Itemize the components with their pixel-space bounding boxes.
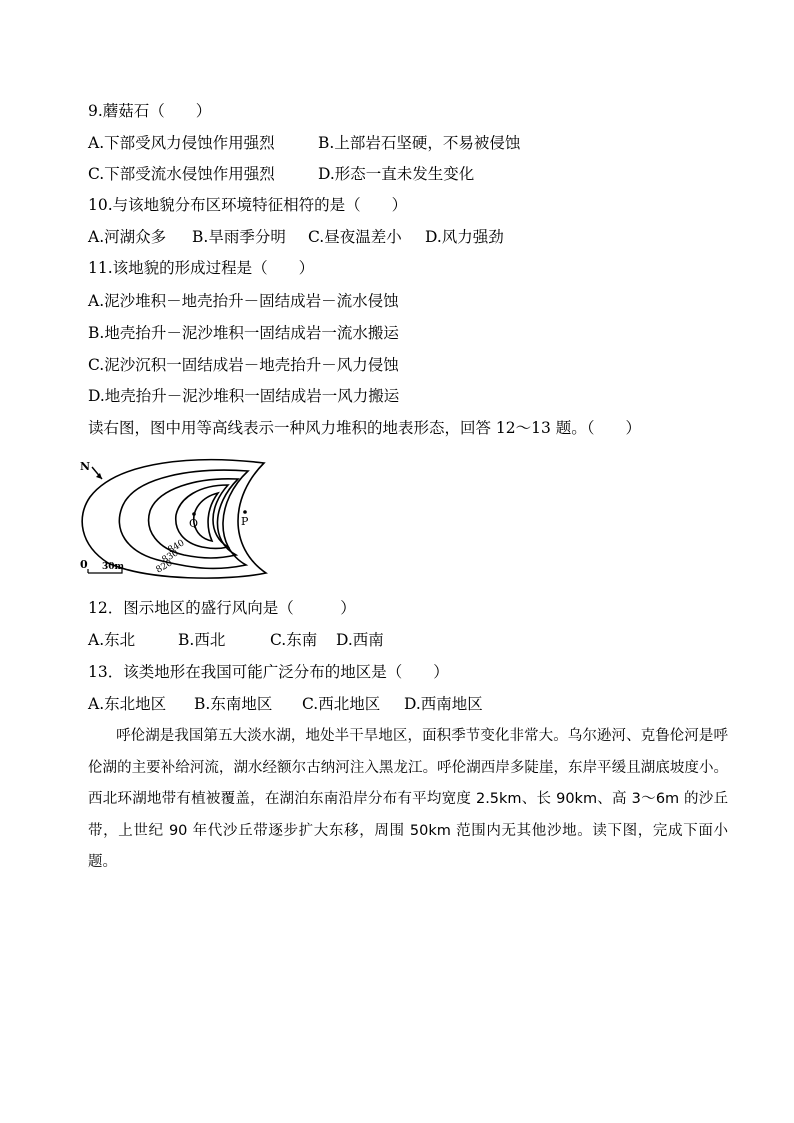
point-p-label: P <box>241 515 249 528</box>
question-12-option-b[interactable]: B.西北 <box>178 631 226 649</box>
question-13-option-c[interactable]: C.西北地区 <box>302 695 381 713</box>
contour-label-820: 820 <box>154 558 175 576</box>
question-9-option-c[interactable]: C.下部受流水侵蚀作用强烈 <box>88 165 275 183</box>
question-12-option-a[interactable]: A.东北 <box>88 631 136 649</box>
north-arrow <box>92 467 102 479</box>
question-9-options-row1 <box>88 133 520 153</box>
question-13-stem: 13．该类地形在我国可能广泛分布的地区是（ ） <box>88 663 449 681</box>
question-10-option-b[interactable]: B.旱雨季分明 <box>192 228 286 246</box>
contour-label-830: 830 <box>160 548 181 566</box>
question-9-option-a[interactable]: A.下部受风力侵蚀作用强烈 <box>88 134 275 152</box>
question-13-option-a[interactable]: A.东北地区 <box>88 695 167 713</box>
question-10-stem: 10.与该地貌分布区环境特征相符的是（ ） <box>88 196 408 214</box>
reading-passage <box>88 721 728 879</box>
question-13-option-d[interactable]: D.西南地区 <box>404 695 483 713</box>
question-12-option-c[interactable]: C.东南 <box>270 631 318 649</box>
dune-contour-map <box>78 455 278 585</box>
question-9-option-b[interactable]: B.上部岩石坚硬，不易被侵蚀 <box>318 134 521 152</box>
question-11-option-a[interactable]: A.泥沙堆积－地壳抬升－固结成岩－流水侵蚀 <box>88 292 399 310</box>
figure-intro: 读右图，图中用等高线表示一种风力堆积的地表形态，回答 12～13 题。（ ） <box>88 419 642 437</box>
north-label: N <box>80 460 91 473</box>
question-9-stem: 9.蘑菇石（ ） <box>88 102 212 120</box>
question-10-options <box>88 227 504 247</box>
question-9-options-row2 <box>88 164 474 184</box>
point-p-dot <box>243 510 247 514</box>
question-12-options <box>88 630 384 650</box>
point-q-dot <box>192 512 196 516</box>
scale-label: 30m <box>102 562 125 572</box>
passage-text: 呼伦湖是我国第五大淡水湖，地处半干旱地区，面积季节变化非常大。乌尔逊河、克鲁伦河是呼伦湖的主要补给河流，湖水经额尔古纳河注入黑龙江。呼伦湖西岸多陡崖，东岸平缓且湖底坡度小。西北环湖地带有植被覆盖，在湖泊东南沿岸分布有平均宽度 2.5km、长 90km、高 3～6m 的沙丘带，上世纪 90 年代沙丘带逐步扩大东移，周围 50km 范围内无其他沙地。读下图，完成下面小题。 <box>88 728 728 871</box>
point-q-label: Q <box>189 517 199 530</box>
question-10-option-c[interactable]: C.昼夜温差小 <box>308 228 402 246</box>
question-13-option-b[interactable]: B.东南地区 <box>194 695 273 713</box>
question-12-stem: 12．图示地区的盛行风向是（ ） <box>88 599 356 617</box>
question-11-stem: 11.该地貌的形成过程是（ ） <box>88 259 315 277</box>
question-13-options <box>88 694 483 714</box>
question-9-option-d[interactable]: D.形态一直未发生变化 <box>318 165 475 183</box>
question-11-option-d[interactable]: D.地壳抬升－泥沙堆积一固结成岩一风力搬运 <box>88 387 400 405</box>
question-10-option-a[interactable]: A.河湖众多 <box>88 228 167 246</box>
question-11-option-b[interactable]: B.地壳抬升－泥沙堆积一固结成岩一流水搬运 <box>88 324 399 342</box>
contour-label-840: 840 <box>166 538 187 556</box>
scale-zero: 0 <box>80 558 88 571</box>
question-10-option-d[interactable]: D.风力强劲 <box>425 228 504 246</box>
question-12-option-d[interactable]: D.西南 <box>336 631 384 649</box>
question-11-option-c[interactable]: C.泥沙沉积一固结成岩－地壳抬升－风力侵蚀 <box>88 356 399 374</box>
